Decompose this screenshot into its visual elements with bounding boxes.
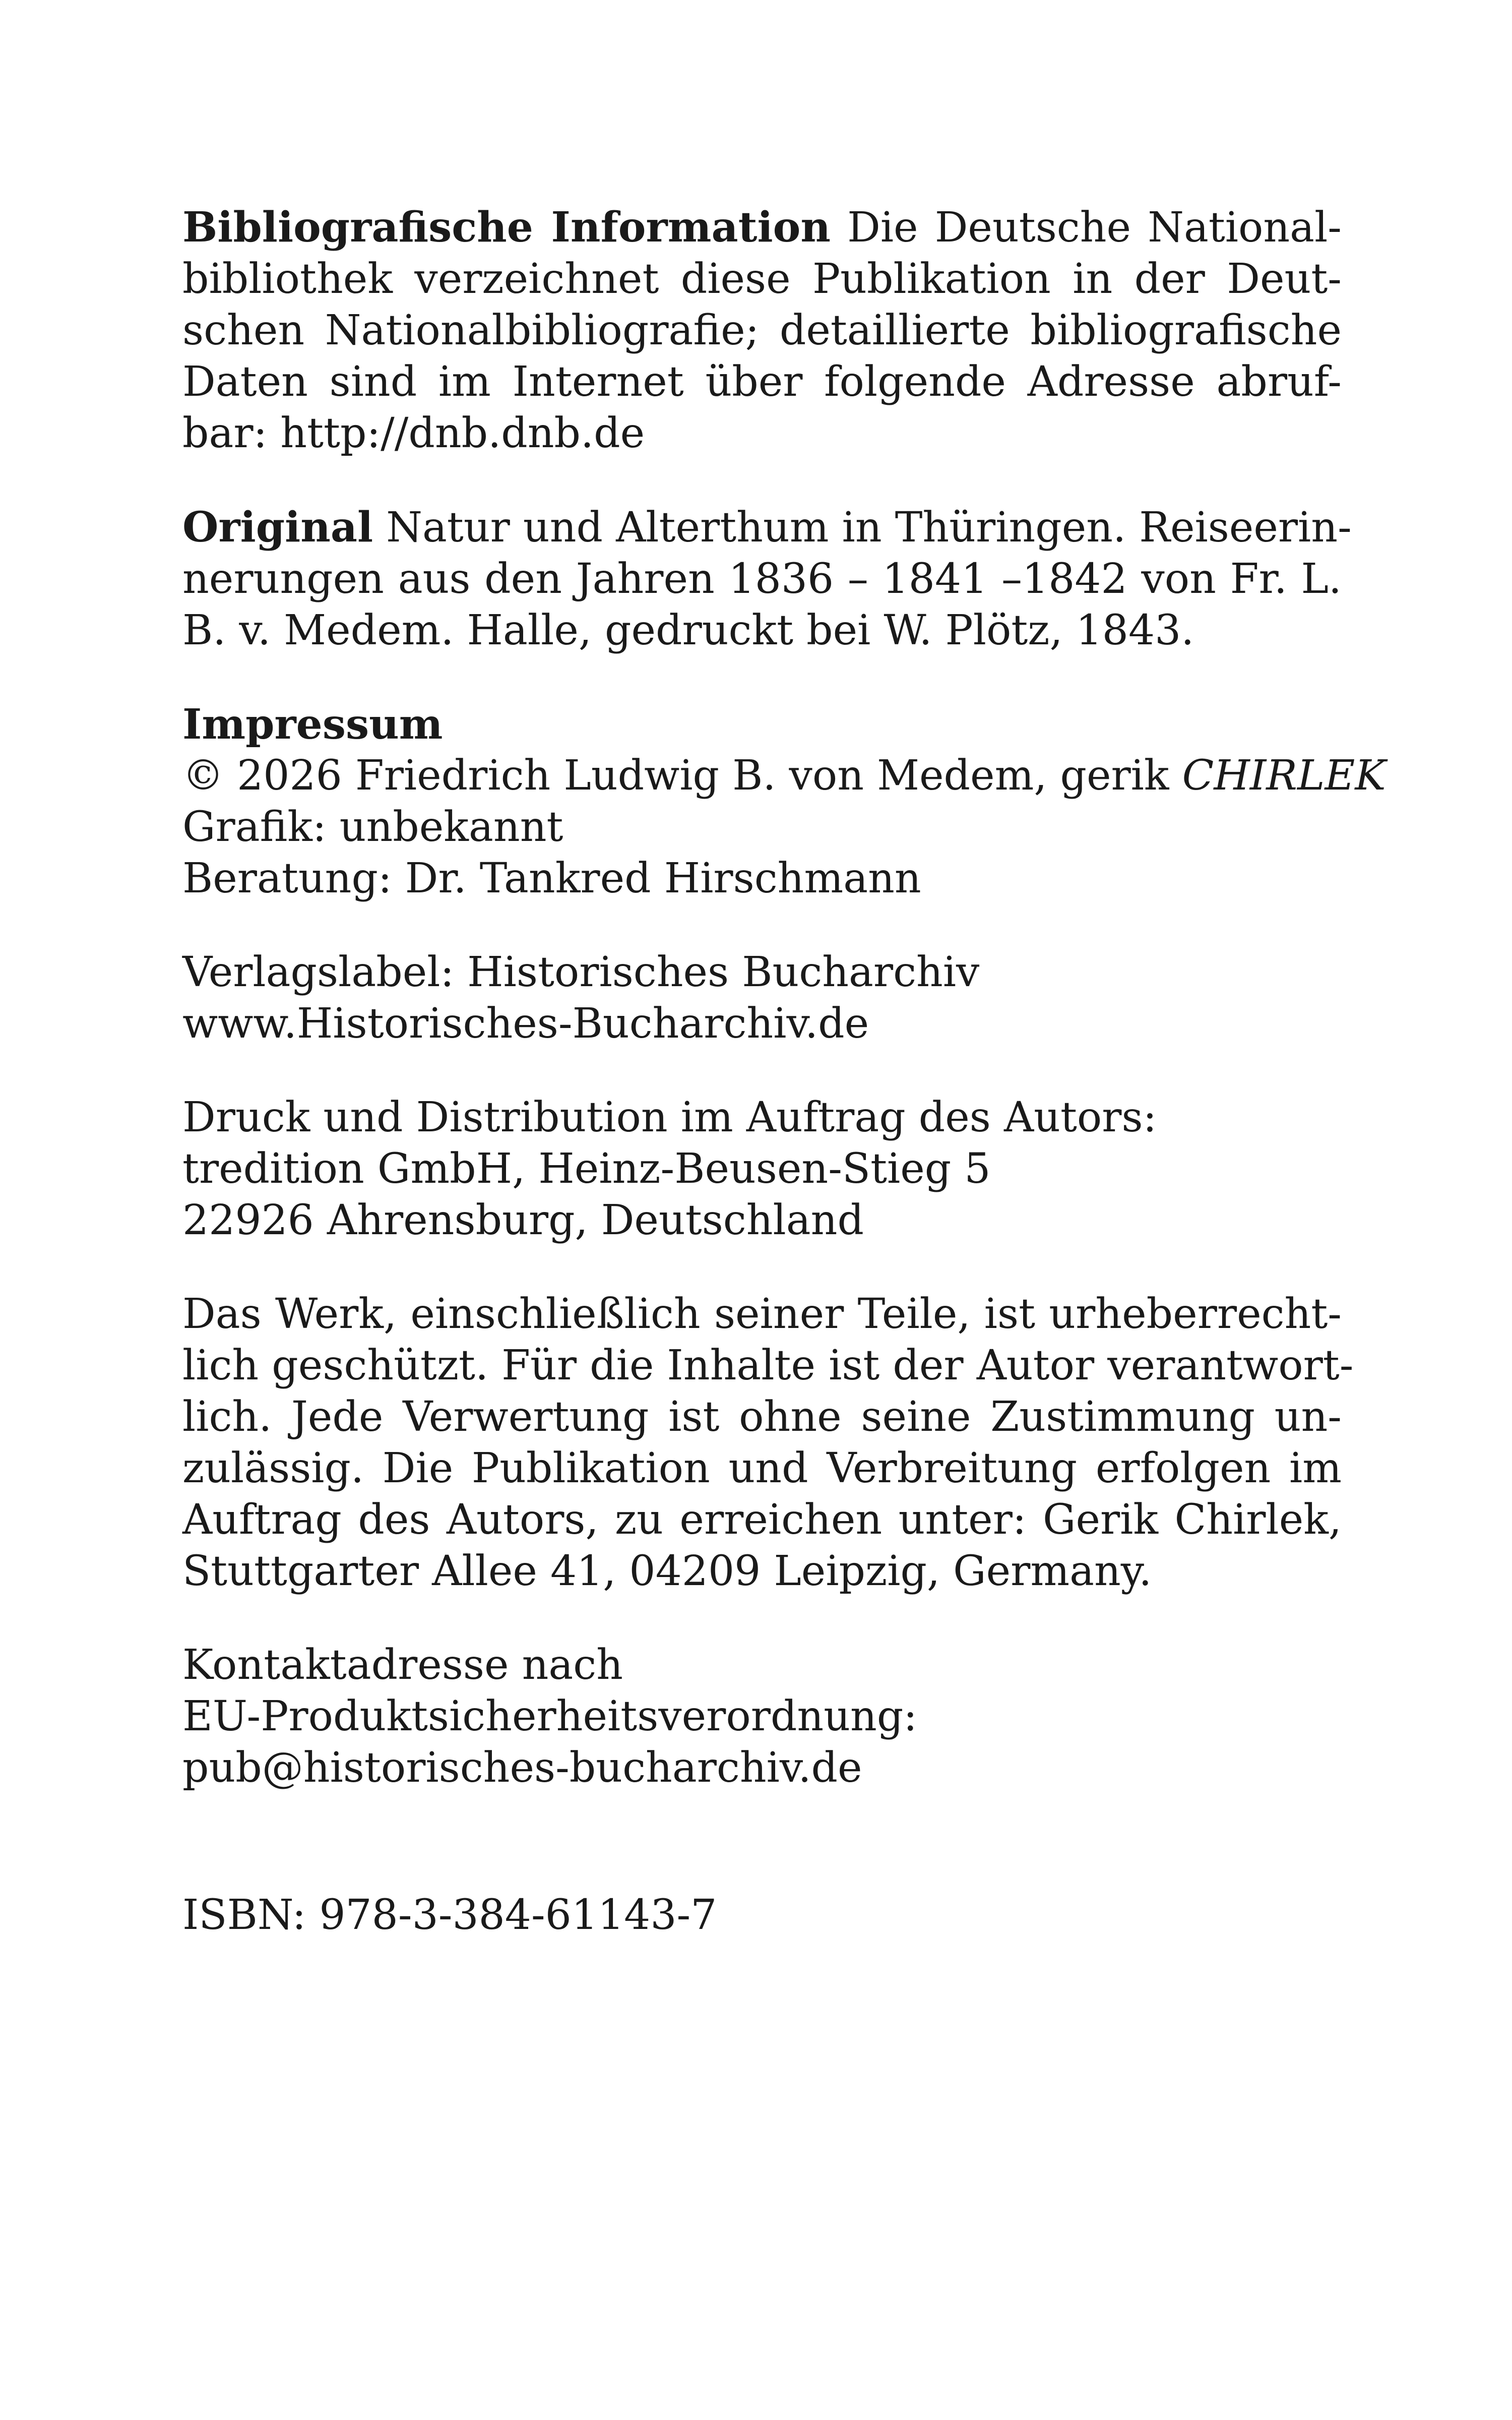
grafik-line: Grafik: unbekannt bbox=[182, 803, 563, 851]
rights-line-1: Das Werk, einschließlich seiner Teile, ist urheberrecht- bbox=[182, 1290, 1342, 1338]
druck-line-2: tredition GmbH, Heinz-Beusen-Stieg 5 bbox=[182, 1145, 991, 1193]
rights-line-3: lich. Jede Verwertung ist ohne seine Zustimmung un- bbox=[182, 1393, 1342, 1441]
druck-line-3: 22926 Ahrensburg, Deutschland bbox=[182, 1196, 864, 1244]
original-line-1: Original Natur und Alterthum in Thüringen. Reiseerin- bbox=[182, 503, 1352, 552]
contact-line-2: EU-Produktsicherheitsverordnung: bbox=[182, 1692, 917, 1740]
bibliographic-info bbox=[182, 202, 1342, 459]
verlag-info bbox=[182, 947, 1342, 1050]
contact-line-1: Kontaktadresse nach bbox=[182, 1641, 623, 1689]
beratung-line: Beratung: Dr. Tankred Hirschmann bbox=[182, 855, 921, 902]
biblio-line-1: Bibliografische Information Die Deutsche National- bbox=[182, 203, 1342, 252]
rights-line-4: zulässig. Die Publikation und Verbreitung erfolgen im bbox=[182, 1444, 1342, 1492]
copyright-line: © 2026 Friedrich Ludwig B. von Medem, gerik CHIRLEK bbox=[182, 752, 1386, 800]
druck-info bbox=[182, 1092, 1342, 1246]
druck-line-1: Druck und Distribution im Auftrag des Autors: bbox=[182, 1094, 1157, 1141]
rights-line-6: Stuttgarter Allee 41, 04209 Leipzig, Germany. bbox=[182, 1547, 1152, 1595]
verlag-url: www.Historisches-Bucharchiv.de bbox=[182, 1000, 869, 1048]
original-info bbox=[182, 502, 1352, 656]
impressum-heading: Impressum bbox=[182, 700, 443, 749]
rights-line-5: Auftrag des Autors, zu erreichen unter: Gerik Chirlek, bbox=[182, 1496, 1342, 1544]
original-line-2: nerungen aus den Jahren 1836 – 1841 –1842 von Fr. L. bbox=[182, 555, 1342, 603]
impressum bbox=[182, 699, 1386, 904]
publisher-name: CHIRLEK bbox=[1182, 752, 1386, 800]
original-line-3: B. v. Medem. Halle, gedruckt bei W. Plötz, 1843. bbox=[182, 607, 1194, 654]
imprint-page bbox=[182, 202, 1386, 1983]
rights-notice bbox=[182, 1289, 1354, 1597]
biblio-line-4: Daten sind im Internet über folgende Adresse abruf- bbox=[182, 358, 1342, 406]
contact-info bbox=[182, 1640, 1342, 1794]
biblio-line-2: bibliothek verzeichnet diese Publikation in der Deut- bbox=[182, 255, 1342, 303]
isbn-line: ISBN: 978-3-384-61143-7 bbox=[182, 1891, 717, 1939]
rights-line-2: lich geschützt. Für die Inhalte ist der Autor verantwort- bbox=[182, 1342, 1354, 1389]
verlag-label: Verlagslabel: Historisches Bucharchiv bbox=[182, 948, 980, 996]
biblio-heading: Bibliografische Information bbox=[182, 203, 831, 252]
contact-email: pub@historisches-bucharchiv.de bbox=[182, 1744, 862, 1792]
isbn bbox=[182, 1890, 1342, 1941]
biblio-line-5: bar: http://dnb.dnb.de bbox=[182, 409, 645, 457]
biblio-line-3: schen Nationalbibliografie; detaillierte bibliografische bbox=[182, 307, 1342, 354]
original-heading: Original bbox=[182, 503, 373, 552]
